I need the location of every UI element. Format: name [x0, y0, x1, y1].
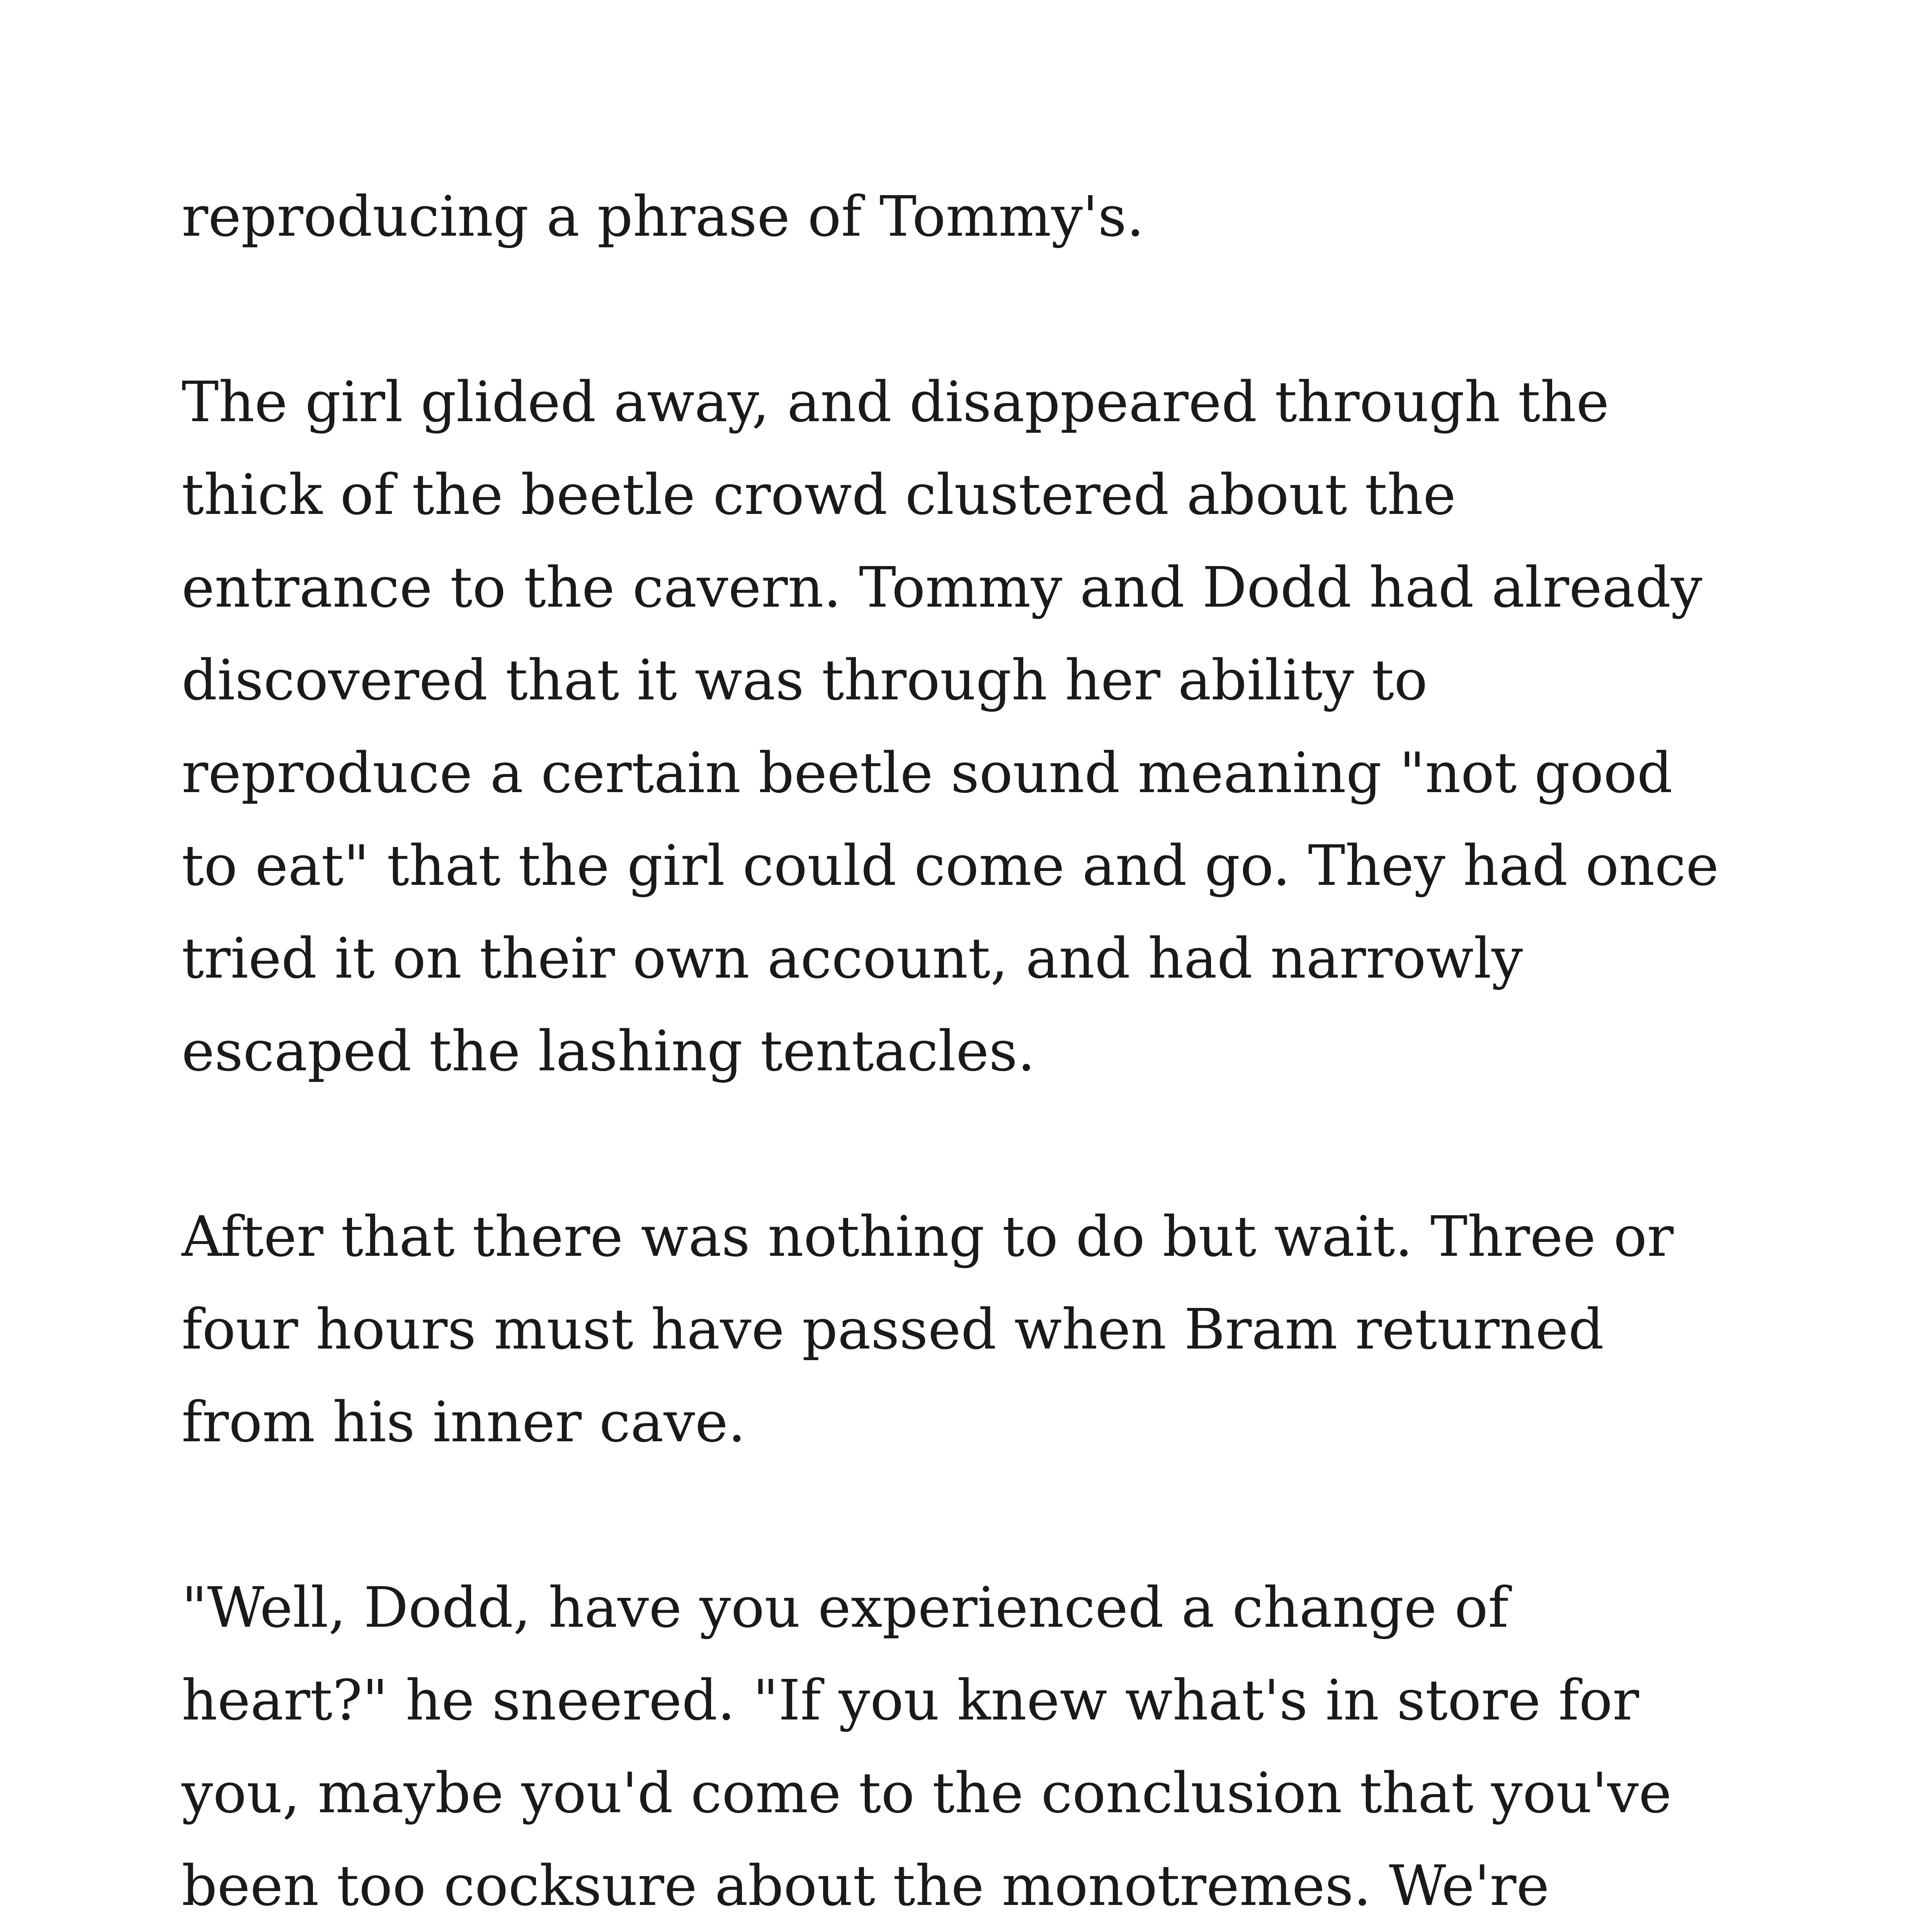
text-line: you, maybe you'd come to the conclusion that you've: [182, 1760, 1672, 1825]
text-line: from his inner cave.: [182, 1389, 746, 1454]
body-text: [182, 170, 1804, 1932]
text-line: reproduce a certain beetle sound meaning "not good: [182, 740, 1673, 805]
paragraph: [182, 1561, 1804, 1932]
text-line: After that there was nothing to do but wait. Three or: [182, 1204, 1674, 1269]
text-line: been too cocksure about the monotremes. We're: [182, 1853, 1549, 1918]
text-line: The girl glided away, and disappeared through the: [182, 369, 1609, 434]
text-line: thick of the beetle crowd clustered about the: [182, 462, 1456, 527]
text-line: entrance to the cavern. Tommy and Dodd had already: [182, 555, 1702, 620]
paragraph: [182, 170, 1804, 263]
paragraph: [182, 355, 1804, 1097]
paragraph: [182, 1190, 1804, 1468]
text-line: discovered that it was through her ability to: [182, 648, 1428, 713]
text-line: to eat" that the girl could come and go. They had once: [182, 833, 1719, 898]
text-line: escaped the lashing tentacles.: [182, 1019, 1036, 1083]
text-line: "Well, Dodd, have you experienced a change of: [182, 1575, 1509, 1640]
text-line: four hours must have passed when Bram returned: [182, 1297, 1604, 1362]
text-line: tried it on their own account, and had narrowly: [182, 926, 1523, 991]
text-line: heart?" he sneered. "If you knew what's in store for: [182, 1668, 1639, 1733]
text-line: reproducing a phrase of Tommy's.: [182, 184, 1145, 249]
